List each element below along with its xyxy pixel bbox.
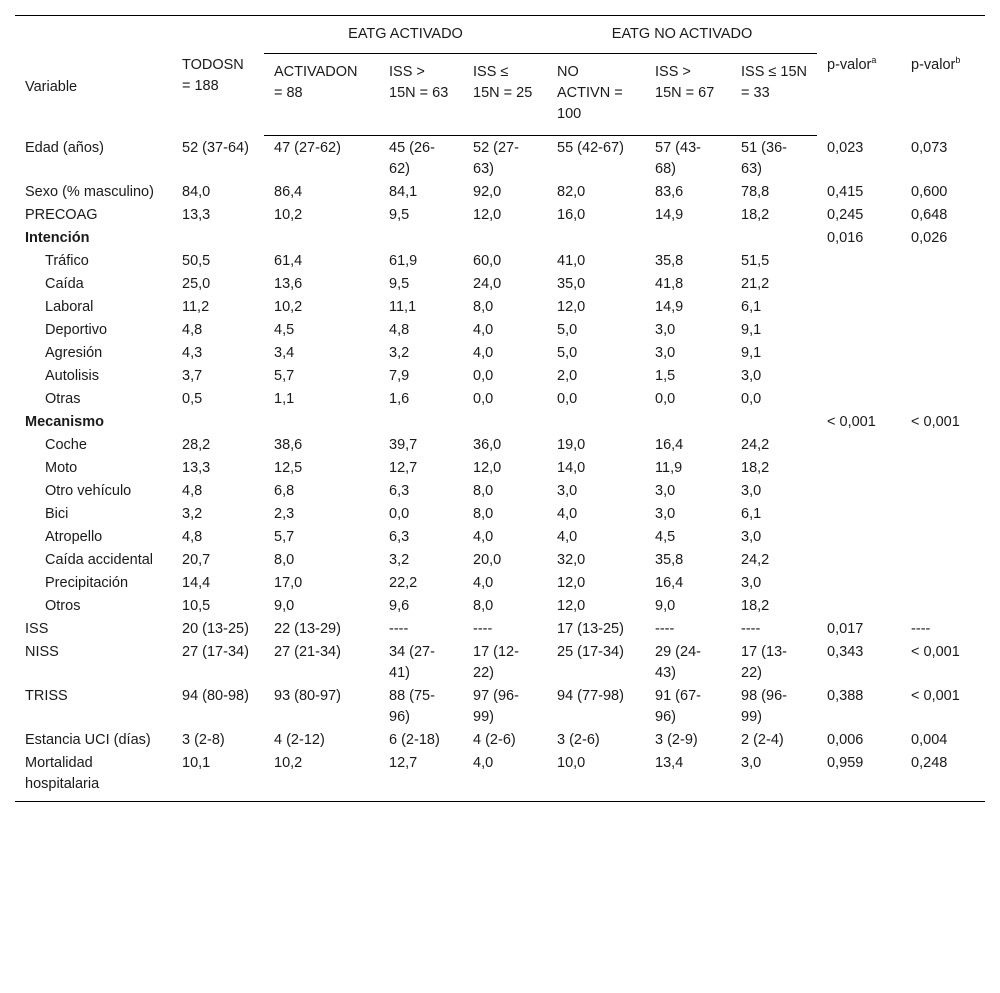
cell-no-iss-gt: 83,6 bbox=[655, 184, 684, 200]
variable-column-header: Variable bbox=[15, 16, 172, 136]
cell-no-iss-le: 3,0 bbox=[741, 575, 762, 591]
cell-no-iss-le: ---- bbox=[741, 621, 761, 637]
cell-p-b bbox=[901, 434, 985, 457]
cell-activado: 27 (21-34) bbox=[274, 644, 341, 660]
cell-act-iss-le: 8,0 bbox=[473, 299, 494, 315]
cell-no-activ: 2,0 bbox=[557, 368, 578, 384]
cell-p-a: 0,017 bbox=[827, 621, 864, 637]
table-row bbox=[15, 595, 985, 618]
table-row bbox=[15, 641, 985, 685]
row-label: Atropello bbox=[45, 529, 103, 545]
cell-act-iss-le: 92,0 bbox=[473, 184, 502, 200]
row-label: NISS bbox=[25, 644, 59, 660]
cell-no-iss-le: 51,5 bbox=[741, 253, 770, 269]
table-row bbox=[15, 181, 985, 204]
no-iss-gt-column-header: ISS > 15N = 67 bbox=[645, 54, 731, 136]
cell-todos: 20 (13-25) bbox=[182, 621, 249, 637]
cell-act-iss-gt: 6,3 bbox=[389, 483, 410, 499]
cell-act-iss-gt: 61,9 bbox=[389, 253, 418, 269]
cell-p-b: 0,248 bbox=[901, 752, 985, 802]
cell-p-b bbox=[901, 503, 985, 526]
cell-p-b: 0,004 bbox=[911, 732, 948, 748]
cell-act-iss-gt: 9,5 bbox=[389, 207, 410, 223]
cell-act-iss-gt: 12,7 bbox=[389, 460, 418, 476]
results-table bbox=[15, 15, 985, 802]
table-row bbox=[15, 273, 985, 296]
cell-todos: 28,2 bbox=[182, 437, 211, 453]
cell-todos: 50,5 bbox=[182, 253, 211, 269]
cell-no-iss-le: 3,0 bbox=[731, 752, 817, 802]
cell-activado: 3,4 bbox=[274, 345, 295, 361]
cell-activado bbox=[264, 227, 379, 250]
cell-no-iss-gt: 1,5 bbox=[655, 368, 676, 384]
row-label: Sexo (% masculino) bbox=[25, 184, 154, 200]
cell-act-iss-le: 4 (2-6) bbox=[473, 732, 516, 748]
cell-p-b: < 0,001 bbox=[911, 414, 960, 430]
cell-activado: 6,8 bbox=[274, 483, 295, 499]
row-label: Moto bbox=[45, 460, 78, 476]
cell-act-iss-gt: 7,9 bbox=[389, 368, 410, 384]
cell-no-iss-le: 6,1 bbox=[741, 299, 762, 315]
cell-no-activ: 41,0 bbox=[557, 253, 586, 269]
cell-no-iss-le: 24,2 bbox=[741, 437, 770, 453]
cell-p-b: 0,026 bbox=[911, 230, 948, 246]
table-row bbox=[15, 319, 985, 342]
cell-no-iss-gt bbox=[645, 411, 731, 434]
row-label: Precipitación bbox=[45, 575, 129, 591]
cell-no-activ: 3 (2-6) bbox=[557, 732, 600, 748]
cell-todos: 10,1 bbox=[172, 752, 264, 802]
cell-p-a bbox=[817, 457, 901, 480]
cell-no-activ: 17 (13-25) bbox=[557, 621, 624, 637]
cell-act-iss-gt: 0,0 bbox=[389, 506, 410, 522]
cell-no-iss-le: 98 (96-99) bbox=[741, 688, 787, 725]
cell-todos: 14,4 bbox=[182, 575, 211, 591]
cell-act-iss-le: 4,0 bbox=[473, 529, 494, 545]
cell-no-activ: 94 (77-98) bbox=[557, 688, 624, 704]
cell-no-iss-gt: 41,8 bbox=[655, 276, 684, 292]
table-row bbox=[15, 250, 985, 273]
cell-no-iss-le: 17 (13-22) bbox=[741, 644, 787, 681]
cell-act-iss-le: 8,0 bbox=[473, 598, 494, 614]
cell-act-iss-gt bbox=[379, 227, 463, 250]
cell-no-iss-gt: 35,8 bbox=[655, 552, 684, 568]
cell-act-iss-le: 4,0 bbox=[463, 752, 547, 802]
table-row bbox=[15, 296, 985, 319]
cell-activado: 12,5 bbox=[274, 460, 303, 476]
cell-act-iss-gt: 6,3 bbox=[389, 529, 410, 545]
cell-no-iss-gt bbox=[645, 227, 731, 250]
cell-no-activ: 32,0 bbox=[557, 552, 586, 568]
row-label: Mortalidad hospitalaria bbox=[15, 752, 172, 802]
cell-p-b bbox=[901, 250, 985, 273]
act-iss-gt-column-header: ISS > 15N = 63 bbox=[379, 54, 463, 136]
cell-p-b bbox=[901, 595, 985, 618]
table-body bbox=[15, 136, 985, 802]
cell-no-iss-gt: 3,0 bbox=[655, 322, 676, 338]
cell-no-iss-gt: 3 (2-9) bbox=[655, 732, 698, 748]
cell-no-iss-le: 3,0 bbox=[741, 529, 762, 545]
no-iss-le-column-header: ISS ≤ 15N = 33 bbox=[731, 54, 817, 136]
cell-no-iss-le bbox=[731, 411, 817, 434]
cell-act-iss-le: 12,0 bbox=[473, 207, 502, 223]
row-label: PRECOAG bbox=[25, 207, 98, 223]
cell-act-iss-le: 17 (12-22) bbox=[473, 644, 519, 681]
row-label: Autolisis bbox=[45, 368, 99, 384]
cell-p-a bbox=[817, 480, 901, 503]
cell-activado: 13,6 bbox=[274, 276, 303, 292]
cell-p-b: 0,648 bbox=[911, 207, 948, 223]
cell-todos: 3 (2-8) bbox=[182, 732, 225, 748]
cell-no-iss-le: 2 (2-4) bbox=[741, 732, 784, 748]
table-row bbox=[15, 618, 985, 641]
group-header-row bbox=[15, 16, 985, 54]
table-row bbox=[15, 685, 985, 729]
cell-p-a bbox=[817, 434, 901, 457]
cell-p-a: 0,343 bbox=[827, 644, 864, 660]
cell-p-b bbox=[901, 572, 985, 595]
cell-no-iss-gt: 16,4 bbox=[655, 437, 684, 453]
cell-act-iss-le: 20,0 bbox=[473, 552, 502, 568]
pvalor-b-footnote-mark: b bbox=[955, 55, 961, 65]
table-row bbox=[15, 227, 985, 250]
row-label: Otras bbox=[45, 391, 81, 407]
cell-act-iss-gt: 3,2 bbox=[389, 345, 410, 361]
cell-activado: 1,1 bbox=[274, 391, 295, 407]
cell-activado: 4,5 bbox=[274, 322, 295, 338]
cell-no-activ: 14,0 bbox=[557, 460, 586, 476]
cell-activado: 22 (13-29) bbox=[274, 621, 341, 637]
cell-act-iss-le bbox=[463, 227, 547, 250]
cell-no-activ: 3,0 bbox=[557, 483, 578, 499]
cell-no-activ bbox=[547, 227, 645, 250]
cell-act-iss-le: 0,0 bbox=[473, 391, 494, 407]
cell-no-activ: 82,0 bbox=[557, 184, 586, 200]
row-label: Agresión bbox=[45, 345, 103, 361]
cell-activado: 9,0 bbox=[274, 598, 295, 614]
cell-act-iss-gt: 3,2 bbox=[389, 552, 410, 568]
cell-no-iss-le: 9,1 bbox=[741, 322, 762, 338]
cell-act-iss-gt: 88 (75-96) bbox=[389, 688, 435, 725]
row-label: ISS bbox=[25, 621, 49, 637]
cell-p-b: 0,600 bbox=[911, 184, 948, 200]
cell-activado: 93 (80-97) bbox=[274, 688, 341, 704]
cell-no-iss-gt: 3,0 bbox=[655, 345, 676, 361]
cell-p-b bbox=[901, 296, 985, 319]
cell-act-iss-gt: 84,1 bbox=[389, 184, 418, 200]
cell-no-activ: 4,0 bbox=[557, 506, 578, 522]
cell-no-iss-gt: 16,4 bbox=[655, 575, 684, 591]
cell-todos: 13,3 bbox=[182, 460, 211, 476]
cell-p-a bbox=[817, 296, 901, 319]
table-row bbox=[15, 411, 985, 434]
cell-p-b bbox=[901, 480, 985, 503]
group-header-no-activado: EATG NO ACTIVADO bbox=[547, 16, 817, 54]
cell-activado: 5,7 bbox=[274, 529, 295, 545]
cell-todos: 10,5 bbox=[182, 598, 211, 614]
cell-p-a: 0,006 bbox=[827, 732, 864, 748]
cell-activado: 10,2 bbox=[274, 299, 303, 315]
table-row bbox=[15, 503, 985, 526]
cell-todos: 27 (17-34) bbox=[182, 644, 249, 660]
cell-no-iss-gt: 29 (24-43) bbox=[655, 644, 701, 681]
cell-no-iss-gt: 14,9 bbox=[655, 299, 684, 315]
pvalor-b-column-header: p-valor$^b$ bbox=[901, 16, 985, 136]
cell-p-a bbox=[817, 388, 901, 411]
cell-activado: 5,7 bbox=[274, 368, 295, 384]
row-label: Intención bbox=[25, 230, 90, 246]
cell-no-iss-gt: ---- bbox=[655, 621, 675, 637]
cell-no-iss-le: 78,8 bbox=[741, 184, 770, 200]
cell-no-activ: 12,0 bbox=[557, 299, 586, 315]
cell-activado: 4 (2-12) bbox=[274, 732, 325, 748]
cell-act-iss-gt: 22,2 bbox=[389, 575, 418, 591]
table-row bbox=[15, 729, 985, 752]
cell-p-a: 0,023 bbox=[827, 139, 864, 156]
cell-activado bbox=[264, 411, 379, 434]
cell-act-iss-gt: 34 (27-41) bbox=[389, 644, 435, 681]
cell-p-a bbox=[817, 250, 901, 273]
cell-act-iss-le: 24,0 bbox=[473, 276, 502, 292]
cell-p-b bbox=[901, 549, 985, 572]
cell-activado: 86,4 bbox=[274, 184, 303, 200]
row-label: Laboral bbox=[45, 299, 94, 315]
row-label: Bici bbox=[45, 506, 69, 522]
cell-act-iss-le: 60,0 bbox=[473, 253, 502, 269]
cell-p-b bbox=[901, 342, 985, 365]
cell-act-iss-le: 97 (96-99) bbox=[473, 688, 519, 725]
todos-column-header: TODOSN = 188 bbox=[172, 16, 264, 136]
row-label: Mecanismo bbox=[25, 414, 104, 430]
row-label: Edad (años) bbox=[25, 139, 104, 156]
cell-no-iss-le: 21,2 bbox=[741, 276, 770, 292]
cell-no-iss-le: 24,2 bbox=[741, 552, 770, 568]
cell-todos: 4,8 bbox=[182, 483, 203, 499]
cell-p-b bbox=[901, 526, 985, 549]
cell-p-a bbox=[817, 572, 901, 595]
cell-no-activ: 4,0 bbox=[557, 529, 578, 545]
table-row bbox=[15, 549, 985, 572]
cell-no-iss-le bbox=[731, 227, 817, 250]
cell-todos bbox=[172, 411, 264, 434]
cell-activado: 10,2 bbox=[274, 207, 303, 223]
cell-act-iss-le: 8,0 bbox=[473, 506, 494, 522]
cell-no-iss-gt: 0,0 bbox=[655, 391, 676, 407]
cell-no-iss-le: 18,2 bbox=[741, 207, 770, 223]
cell-act-iss-le: 12,0 bbox=[473, 460, 502, 476]
cell-activado: 17,0 bbox=[274, 575, 303, 591]
pvalor-a-footnote-mark: a bbox=[871, 55, 877, 65]
act-iss-le-column-header: ISS ≤ 15N = 25 bbox=[463, 54, 547, 136]
cell-todos: 52 (37-64) bbox=[182, 139, 249, 156]
cell-p-b: < 0,001 bbox=[911, 688, 960, 704]
row-label: Coche bbox=[45, 437, 87, 453]
cell-p-b bbox=[901, 457, 985, 480]
cell-act-iss-le: 0,0 bbox=[473, 368, 494, 384]
cell-activado: 47 (27-62) bbox=[274, 140, 341, 156]
cell-p-b bbox=[901, 273, 985, 296]
cell-act-iss-le: 4,0 bbox=[473, 345, 494, 361]
cell-p-a bbox=[817, 342, 901, 365]
cell-act-iss-gt: 6 (2-18) bbox=[389, 732, 440, 748]
cell-no-iss-le: 3,0 bbox=[741, 368, 762, 384]
cell-todos: 4,8 bbox=[182, 322, 203, 338]
cell-act-iss-gt: 45 (26-62) bbox=[389, 140, 435, 177]
cell-todos bbox=[172, 227, 264, 250]
cell-no-iss-le: 0,0 bbox=[741, 391, 762, 407]
cell-p-b bbox=[901, 388, 985, 411]
cell-no-iss-le: 18,2 bbox=[741, 460, 770, 476]
cell-p-b bbox=[901, 319, 985, 342]
cell-act-iss-gt: ---- bbox=[389, 621, 409, 637]
cell-act-iss-gt: 1,6 bbox=[389, 391, 410, 407]
cell-activado: 2,3 bbox=[274, 506, 295, 522]
cell-no-iss-le: 6,1 bbox=[741, 506, 762, 522]
cell-no-iss-gt: 14,9 bbox=[655, 207, 684, 223]
cell-activado: 8,0 bbox=[274, 552, 295, 568]
row-label: Deportivo bbox=[45, 322, 108, 338]
cell-no-activ: 12,0 bbox=[557, 575, 586, 591]
cell-todos: 4,3 bbox=[182, 345, 203, 361]
cell-p-b: < 0,001 bbox=[911, 644, 960, 660]
cell-no-iss-gt: 3,0 bbox=[655, 506, 676, 522]
cell-act-iss-gt: 9,5 bbox=[389, 276, 410, 292]
cell-todos: 94 (80-98) bbox=[182, 688, 249, 704]
row-label: Caída accidental bbox=[45, 552, 154, 568]
table-row bbox=[15, 752, 985, 802]
row-label: Otros bbox=[45, 598, 81, 614]
table-row bbox=[15, 204, 985, 227]
table-row bbox=[15, 365, 985, 388]
cell-todos: 25,0 bbox=[182, 276, 211, 292]
cell-act-iss-le: ---- bbox=[473, 621, 493, 637]
cell-activado: 38,6 bbox=[274, 437, 303, 453]
no-activ-column-header: NO ACTIVN = 100 bbox=[547, 54, 645, 136]
cell-no-activ: 16,0 bbox=[557, 207, 586, 223]
cell-no-iss-gt: 11,9 bbox=[655, 460, 683, 476]
cell-p-a bbox=[817, 595, 901, 618]
table-row bbox=[15, 457, 985, 480]
cell-p-b: ---- bbox=[911, 621, 931, 637]
cell-no-activ: 35,0 bbox=[557, 276, 586, 292]
table-row bbox=[15, 342, 985, 365]
cell-todos: 4,8 bbox=[182, 529, 203, 545]
table-row bbox=[15, 434, 985, 457]
group-header-activado: EATG ACTIVADO bbox=[264, 16, 547, 54]
table-row bbox=[15, 526, 985, 549]
cell-act-iss-gt: 9,6 bbox=[389, 598, 410, 614]
table-row bbox=[15, 136, 985, 182]
cell-no-iss-le: 51 (36-63) bbox=[741, 140, 787, 177]
table-row bbox=[15, 572, 985, 595]
cell-no-iss-le: 3,0 bbox=[741, 483, 762, 499]
cell-no-activ: 25 (17-34) bbox=[557, 644, 624, 660]
cell-todos: 84,0 bbox=[182, 184, 211, 200]
cell-p-a: 0,959 bbox=[817, 752, 901, 802]
cell-no-iss-gt: 57 (43-68) bbox=[655, 140, 701, 177]
row-label: Estancia UCI (días) bbox=[25, 732, 151, 748]
cell-p-a bbox=[817, 365, 901, 388]
cell-p-a: 0,245 bbox=[827, 207, 864, 223]
cell-p-b: 0,073 bbox=[911, 139, 948, 156]
cell-activado: 10,2 bbox=[264, 752, 379, 802]
cell-act-iss-gt bbox=[379, 411, 463, 434]
cell-no-iss-gt: 35,8 bbox=[655, 253, 684, 269]
cell-p-a bbox=[817, 503, 901, 526]
cell-p-a bbox=[817, 526, 901, 549]
cell-no-activ: 55 (42-67) bbox=[557, 140, 624, 156]
cell-todos: 13,3 bbox=[182, 207, 211, 223]
row-label: Tráfico bbox=[45, 253, 89, 269]
cell-p-a: 0,415 bbox=[827, 184, 864, 200]
cell-p-a bbox=[817, 273, 901, 296]
cell-act-iss-gt: 12,7 bbox=[379, 752, 463, 802]
cell-p-a: 0,388 bbox=[827, 688, 864, 704]
cell-act-iss-gt: 11,1 bbox=[389, 299, 417, 315]
cell-p-a: 0,016 bbox=[827, 230, 864, 246]
pvalor-a-column-header: p-valor$^a$ bbox=[817, 16, 901, 136]
cell-no-activ: 5,0 bbox=[557, 345, 578, 361]
cell-no-activ: 12,0 bbox=[557, 598, 586, 614]
cell-no-activ: 10,0 bbox=[547, 752, 645, 802]
cell-todos: 0,5 bbox=[182, 391, 203, 407]
row-label: Caída bbox=[45, 276, 84, 292]
cell-act-iss-le: 4,0 bbox=[473, 575, 494, 591]
row-label: Otro vehículo bbox=[45, 483, 132, 499]
cell-no-activ: 19,0 bbox=[557, 437, 586, 453]
cell-no-iss-le: 9,1 bbox=[741, 345, 762, 361]
cell-p-a bbox=[817, 549, 901, 572]
cell-act-iss-le: 8,0 bbox=[473, 483, 494, 499]
cell-no-activ: 5,0 bbox=[557, 322, 578, 338]
cell-activado: 61,4 bbox=[274, 253, 303, 269]
cell-no-iss-gt: 13,4 bbox=[645, 752, 731, 802]
cell-act-iss-gt: 39,7 bbox=[389, 437, 418, 453]
cell-todos: 3,2 bbox=[182, 506, 203, 522]
cell-no-activ: 0,0 bbox=[557, 391, 578, 407]
cell-act-iss-le: 52 (27-63) bbox=[473, 140, 519, 177]
cell-p-b bbox=[901, 365, 985, 388]
cell-todos: 11,2 bbox=[182, 299, 210, 315]
cell-no-iss-gt: 3,0 bbox=[655, 483, 676, 499]
row-label: TRISS bbox=[25, 688, 68, 704]
cell-no-iss-gt: 4,5 bbox=[655, 529, 676, 545]
cell-todos: 20,7 bbox=[182, 552, 211, 568]
cell-no-iss-gt: 91 (67-96) bbox=[655, 688, 701, 725]
cell-act-iss-le: 4,0 bbox=[473, 322, 494, 338]
cell-todos: 3,7 bbox=[182, 368, 203, 384]
cell-no-activ bbox=[547, 411, 645, 434]
activado-column-header: ACTIVADON = 88 bbox=[264, 54, 379, 136]
cell-p-a: < 0,001 bbox=[827, 414, 876, 430]
cell-act-iss-le: 36,0 bbox=[473, 437, 502, 453]
cell-p-a bbox=[817, 319, 901, 342]
table-row bbox=[15, 388, 985, 411]
cell-act-iss-le bbox=[463, 411, 547, 434]
table-row bbox=[15, 480, 985, 503]
cell-no-iss-gt: 9,0 bbox=[655, 598, 676, 614]
cell-act-iss-gt: 4,8 bbox=[389, 322, 410, 338]
cell-no-iss-le: 18,2 bbox=[741, 598, 770, 614]
